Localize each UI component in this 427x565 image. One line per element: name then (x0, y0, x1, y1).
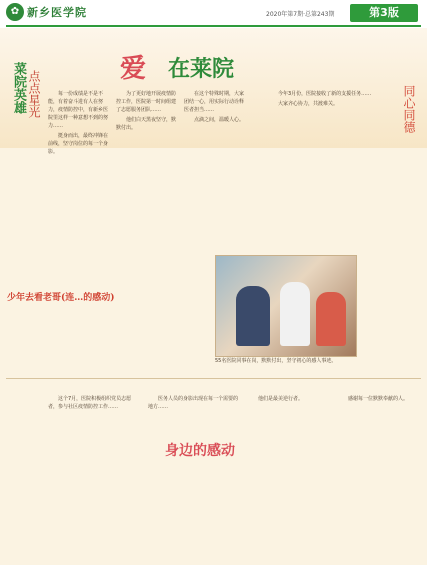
article1-col4-para: 大家齐心协力，共渡难关。 (278, 101, 339, 107)
article1-col4-para: 今年3月份，医院接收了新的支援任务…… (278, 91, 372, 97)
article2-col2 (148, 395, 238, 413)
article1-col2-para: 为了更好地开展疫情防控工作，医院第一时间组建了志愿服务团队…… (116, 91, 177, 113)
article1-col3 (184, 90, 244, 126)
header-rule (6, 25, 421, 27)
photo-person (280, 282, 310, 346)
article1-col2-para: 他们白天黑夜坚守，默默付出。 (116, 117, 177, 131)
issue-line: 2020年第7期·总第243期 (266, 11, 335, 18)
left-vertical-title-red: 点点星光 (27, 70, 41, 118)
main-title-green: 在莱院 (168, 56, 235, 82)
page-header (0, 0, 427, 28)
article2-col4 (338, 395, 418, 405)
article1-col1 (48, 90, 108, 158)
main-title-red: 爱 (120, 54, 147, 84)
article1-photo (215, 255, 357, 357)
photo-person (236, 286, 270, 346)
article2-col4-para: 感谢每一位默默奉献的人。 (348, 396, 409, 402)
article2-col3 (248, 395, 328, 405)
newspaper-name: 新乡医学院 (27, 6, 87, 19)
page-badge: 第3版 (350, 4, 418, 22)
article1-col4 (268, 90, 388, 110)
article2-col1 (48, 395, 138, 413)
article1-col2 (116, 90, 176, 134)
article1-subtitle: 少年去看老哥(连…的感动) (7, 293, 115, 303)
article2-col3-para: 他们是最美逆行者。 (258, 396, 304, 402)
article1-col3-para: 点滴之间，温暖人心。 (194, 117, 245, 123)
article2-col1-para: 这个7月，医院积极组织党员志愿者，参与社区疫情防控工作…… (48, 396, 132, 410)
section-divider (6, 378, 421, 379)
article1-col3-para: 在这个特殊时期，大家团结一心，用实际行动诠释医者担当…… (184, 91, 245, 113)
photo-person (316, 292, 346, 346)
right-vertical-title: 同心同德 (402, 85, 416, 133)
photo-caption: 55名医院同事在岗，默默付出，坚守初心的感人事迹。 (215, 358, 337, 364)
article1-col1-para: 每一份成绩是不是不能，有着奋斗进有人在努力，疫情防控中，有新乡医院里这样一种意想不到的努力…… (48, 91, 109, 129)
left-vertical-title-green: 菜院英雄 (11, 62, 26, 114)
newspaper-logo-icon: ✿ (6, 3, 24, 21)
article2-title: 身边的感动 (165, 443, 235, 459)
article1-col1-para: 挺身而出，最终冲锋在前线，坚守岗位的每一个身影。 (48, 133, 109, 155)
article2-col2-para: 医务人员的身影出现在每一个需要的地方…… (148, 396, 239, 410)
